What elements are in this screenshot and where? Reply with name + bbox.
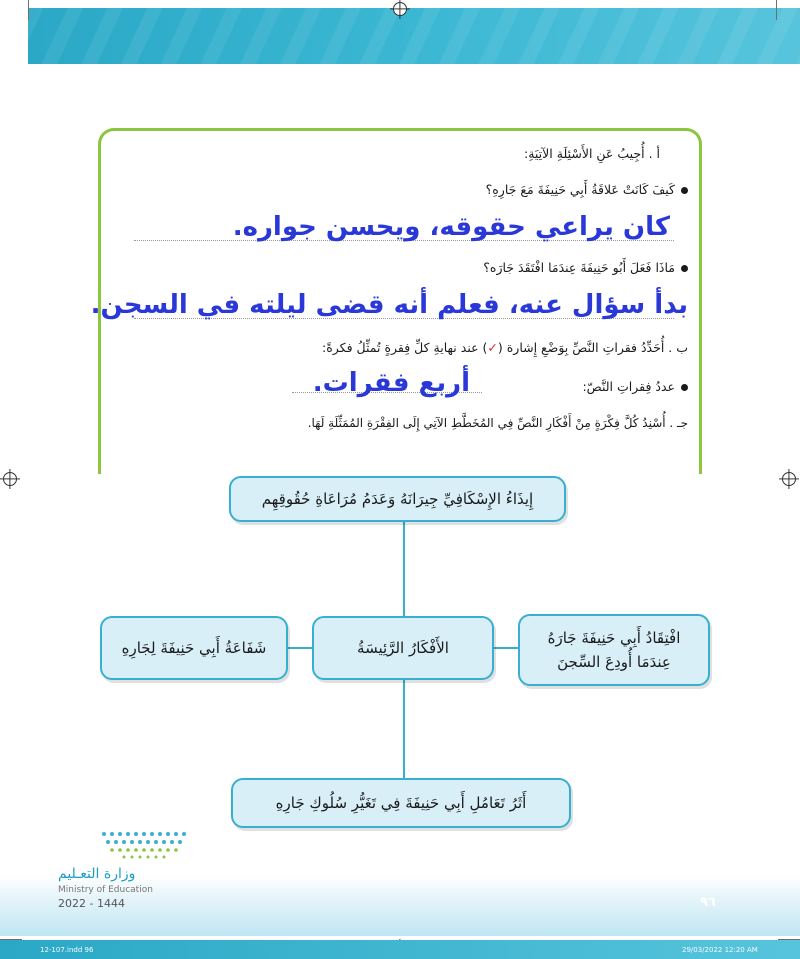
file-slug: 12-107.indd 96 — [40, 946, 94, 954]
header-band — [28, 8, 800, 64]
page-number: ٩٦ — [700, 895, 716, 910]
diagram-top-node — [229, 476, 566, 522]
diagram-left-node — [100, 616, 288, 680]
bottom-strip — [0, 940, 800, 959]
diagram-right-text-line2: عِندَمَا أُودِعَ السِّجنَ — [557, 653, 671, 671]
registration-mark-icon — [782, 472, 796, 486]
answer-3: أربع فقرات. — [312, 368, 470, 398]
crop-mark — [776, 0, 777, 20]
diagram-right-node — [518, 614, 710, 686]
answer-2: بدأ سؤال عنه، فعلم أنه قضى ليلته في السجن. — [90, 290, 688, 320]
header-pattern — [28, 8, 800, 64]
question-1 — [486, 182, 688, 197]
diagram-bottom-node — [231, 778, 571, 828]
bullet-icon — [681, 265, 688, 272]
bullet-icon — [681, 187, 688, 194]
section-c-heading: جـ . أُسْنِدُ كُلَّ فِكْرَةٍ مِنْ أَفْكَارِ النَّصِّ فِي المُخَطَّطِ الآتِي إِلَى الفِقْرَةِ المُمَثِّلَةِ لَهَا. — [307, 416, 688, 430]
diagram-center-text: الأَفْكَارُ الرَّئِيسَةُ — [357, 639, 449, 657]
edition-year: 2022 - 1444 — [58, 897, 125, 910]
diagram-left-text: شَفَاعَةُ أَبِي حَنِيفَةَ لِجَارِهِ — [121, 639, 267, 657]
registration-mark-icon — [393, 2, 407, 16]
ministry-name-english: Ministry of Education — [58, 885, 153, 895]
connector-top — [403, 522, 405, 616]
print-timestamp: 29/03/2022 12:20 AM — [682, 946, 758, 954]
connector-right — [494, 647, 518, 649]
question-2-text: مَاذَا فَعَلَ أَبُو حَنِيفَةَ عِندَمَا افْتَقَدَ جَارَه؟ — [483, 260, 675, 275]
connector-bottom — [403, 680, 405, 778]
connector-left — [288, 647, 312, 649]
section-b-text-start: ب . أُحَدِّدُ فقراتِ النَّصِّ بِوَضْعِ إِشارة ( — [497, 340, 688, 355]
diagram-center-node — [312, 616, 494, 680]
crop-mark — [28, 0, 29, 20]
question-3-text: عددُ فِقراتِ النَّصّ: — [582, 379, 675, 394]
answer-1: كان يراعي حقوقه، ويحسن جواره. — [232, 212, 670, 242]
section-a-heading: أ . أُجِيبُ عَنِ الأَسْئِلَةِ الآتِيَةِ: — [524, 146, 660, 161]
question-1-text: كَيفَ كَانَتْ عَلاقَةُ أَبِي حَنِيفَةَ مَعَ جَارِهِ؟ — [485, 182, 675, 197]
section-b-heading — [322, 340, 688, 355]
bullet-icon — [681, 384, 688, 391]
diagram-right-text-line1: افْتِقَادُ أَبِي حَنِيفَةَ جَارَهُ — [547, 629, 681, 647]
diagram-top-text: إِيذَاءُ الإِسْكَافِيِّ جِيرَانَهُ وَعَدَمُ مُرَاعَاةِ حُقُوقِهِم — [261, 490, 534, 508]
diagram-bottom-text: أَثَرُ تَعَامُلِ أَبِي حَنِيفَةَ فِي تَغَيُّرِ سُلُوكِ جَارِهِ — [275, 794, 527, 812]
ministry-name-arabic: وزارة التعـليم — [58, 866, 136, 882]
checkmark-icon: ✓ — [487, 340, 498, 355]
question-3 — [582, 379, 688, 394]
question-2 — [483, 260, 688, 275]
section-b-text-end: ) عند نهايةِ كلِّ فِقرةٍ تُمثِّلُ فكرةً: — [322, 340, 488, 355]
registration-mark-icon — [3, 472, 17, 486]
ministry-logo-icon — [98, 828, 190, 860]
